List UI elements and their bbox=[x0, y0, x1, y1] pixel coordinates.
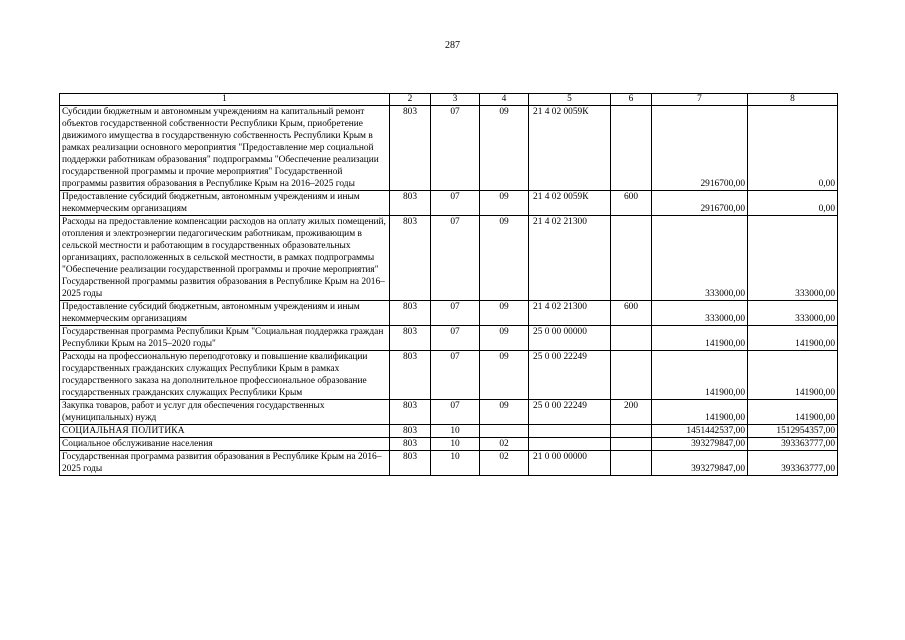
expense-type-cell bbox=[611, 106, 652, 191]
expense-type-cell: 600 bbox=[611, 191, 652, 216]
table-row bbox=[60, 216, 838, 301]
section-cell: 10 bbox=[431, 425, 480, 438]
table-body bbox=[60, 94, 838, 476]
row-name-cell: Субсидии бюджетным и автономным учреждениям на капитальный ремонт объектов государственной собственности Республики Крым, приобретение движимого имущества в государственную собственность Республики Крым в рамках реализации основного мероприятия "Предоставление мер социальной поддержки работникам образования" подпрограммы "Обеспечение реализации государственной программы и прочие мероприятия" Государственной программы развития образования в Республике Крым на 2016–2025 годы bbox=[60, 106, 390, 191]
subsection-cell: 02 bbox=[480, 438, 529, 451]
section-cell: 07 bbox=[431, 106, 480, 191]
subsection-cell: 09 bbox=[480, 326, 529, 351]
subsection-cell: 09 bbox=[480, 400, 529, 425]
amount-2019-cell: 1451442537,00 bbox=[652, 425, 748, 438]
row-name-cell: Закупка товаров, работ и услуг для обеспечения государственных (муниципальных) нужд bbox=[60, 400, 390, 425]
admin-code-cell: 803 bbox=[390, 216, 431, 301]
amount-2019-cell: 333000,00 bbox=[652, 301, 748, 326]
row-name-cell: Государственная программа развития образования в Республике Крым на 2016–2025 годы bbox=[60, 451, 390, 476]
header-cell: 7 bbox=[652, 94, 748, 106]
admin-code-cell: 803 bbox=[390, 351, 431, 400]
amount-2019-cell: 393279847,00 bbox=[652, 451, 748, 476]
target-article-cell: 21 4 02 0059К bbox=[529, 191, 611, 216]
table-header-row bbox=[60, 94, 838, 106]
target-article-cell bbox=[529, 425, 611, 438]
section-cell: 10 bbox=[431, 438, 480, 451]
header-cell: 1 bbox=[60, 94, 390, 106]
expense-type-cell bbox=[611, 216, 652, 301]
table-row bbox=[60, 106, 838, 191]
target-article-cell: 25 0 00 00000 bbox=[529, 326, 611, 351]
admin-code-cell: 803 bbox=[390, 438, 431, 451]
amount-2020-cell: 333000,00 bbox=[748, 216, 838, 301]
expense-type-cell bbox=[611, 326, 652, 351]
row-name-cell: Социальное обслуживание населения bbox=[60, 438, 390, 451]
table-row bbox=[60, 425, 838, 438]
table-row bbox=[60, 351, 838, 400]
target-article-cell: 21 4 02 0059К bbox=[529, 106, 611, 191]
amount-2020-cell: 0,00 bbox=[748, 191, 838, 216]
amount-2020-cell: 141900,00 bbox=[748, 326, 838, 351]
row-name-cell: Предоставление субсидий бюджетным, автономным учреждениям и иным некоммерческим организациям bbox=[60, 191, 390, 216]
admin-code-cell: 803 bbox=[390, 301, 431, 326]
target-article-cell: 25 0 00 22249 bbox=[529, 400, 611, 425]
header-cell: 6 bbox=[611, 94, 652, 106]
amount-2019-cell: 2916700,00 bbox=[652, 191, 748, 216]
page-number: 287 bbox=[445, 40, 460, 51]
row-name-cell: Государственная программа Республики Крым "Социальная поддержка граждан Республики Крым на 2015–2020 годы" bbox=[60, 326, 390, 351]
table-row bbox=[60, 191, 838, 216]
amount-2019-cell: 393279847,00 bbox=[652, 438, 748, 451]
amount-2020-cell: 1512954357,00 bbox=[748, 425, 838, 438]
amount-2020-cell: 333000,00 bbox=[748, 301, 838, 326]
admin-code-cell: 803 bbox=[390, 326, 431, 351]
table-row bbox=[60, 301, 838, 326]
row-name-cell: Предоставление субсидий бюджетным, автономным учреждениям и иным некоммерческим организациям bbox=[60, 301, 390, 326]
section-cell: 07 bbox=[431, 326, 480, 351]
amount-2020-cell: 393363777,00 bbox=[748, 451, 838, 476]
table-row bbox=[60, 438, 838, 451]
header-cell: 2 bbox=[390, 94, 431, 106]
header-cell: 4 bbox=[480, 94, 529, 106]
section-cell: 07 bbox=[431, 191, 480, 216]
expense-type-cell: 200 bbox=[611, 400, 652, 425]
budget-table bbox=[59, 93, 838, 476]
target-article-cell: 21 4 02 21300 bbox=[529, 216, 611, 301]
amount-2019-cell: 141900,00 bbox=[652, 400, 748, 425]
amount-2020-cell: 393363777,00 bbox=[748, 438, 838, 451]
amount-2020-cell: 0,00 bbox=[748, 106, 838, 191]
admin-code-cell: 803 bbox=[390, 451, 431, 476]
amount-2019-cell: 2916700,00 bbox=[652, 106, 748, 191]
expense-type-cell: 600 bbox=[611, 301, 652, 326]
table-row bbox=[60, 451, 838, 476]
row-name-cell: СОЦИАЛЬНАЯ ПОЛИТИКА bbox=[60, 425, 390, 438]
section-cell: 07 bbox=[431, 216, 480, 301]
subsection-cell: 09 bbox=[480, 191, 529, 216]
table-row bbox=[60, 326, 838, 351]
subsection-cell: 09 bbox=[480, 106, 529, 191]
expense-type-cell bbox=[611, 451, 652, 476]
admin-code-cell: 803 bbox=[390, 106, 431, 191]
amount-2020-cell: 141900,00 bbox=[748, 351, 838, 400]
target-article-cell: 21 4 02 21300 bbox=[529, 301, 611, 326]
subsection-cell: 02 bbox=[480, 451, 529, 476]
section-cell: 07 bbox=[431, 400, 480, 425]
target-article-cell: 25 0 00 22249 bbox=[529, 351, 611, 400]
row-name-cell: Расходы на профессиональную переподготовку и повышение квалификации государственных гражданских служащих Республики Крым в рамках государственного заказа на дополнительное профессиональное образование государственных гражданских служащих Республики Крым bbox=[60, 351, 390, 400]
header-cell: 8 bbox=[748, 94, 838, 106]
subsection-cell: 09 bbox=[480, 351, 529, 400]
admin-code-cell: 803 bbox=[390, 191, 431, 216]
subsection-cell: 09 bbox=[480, 301, 529, 326]
expense-type-cell bbox=[611, 425, 652, 438]
target-article-cell: 21 0 00 00000 bbox=[529, 451, 611, 476]
amount-2019-cell: 141900,00 bbox=[652, 351, 748, 400]
admin-code-cell: 803 bbox=[390, 425, 431, 438]
target-article-cell bbox=[529, 438, 611, 451]
amount-2019-cell: 333000,00 bbox=[652, 216, 748, 301]
header-cell: 3 bbox=[431, 94, 480, 106]
subsection-cell: 09 bbox=[480, 216, 529, 301]
table-row bbox=[60, 400, 838, 425]
amount-2019-cell: 141900,00 bbox=[652, 326, 748, 351]
row-name-cell: Расходы на предоставление компенсации расходов на оплату жилых помещений, отопления и электроэнергии педагогическим работникам, проживающим в сельской местности и работающим в государственных образовательных организациях, расположенных в сельской местности, в рамках подпрограммы "Обеспечение реализации государственной программы и прочие мероприятия" Государственной программы развития образования в Республике Крым на 2016–2025 годы bbox=[60, 216, 390, 301]
section-cell: 07 bbox=[431, 351, 480, 400]
header-cell: 5 bbox=[529, 94, 611, 106]
section-cell: 07 bbox=[431, 301, 480, 326]
amount-2020-cell: 141900,00 bbox=[748, 400, 838, 425]
subsection-cell bbox=[480, 425, 529, 438]
expense-type-cell bbox=[611, 351, 652, 400]
section-cell: 10 bbox=[431, 451, 480, 476]
admin-code-cell: 803 bbox=[390, 400, 431, 425]
expense-type-cell bbox=[611, 438, 652, 451]
